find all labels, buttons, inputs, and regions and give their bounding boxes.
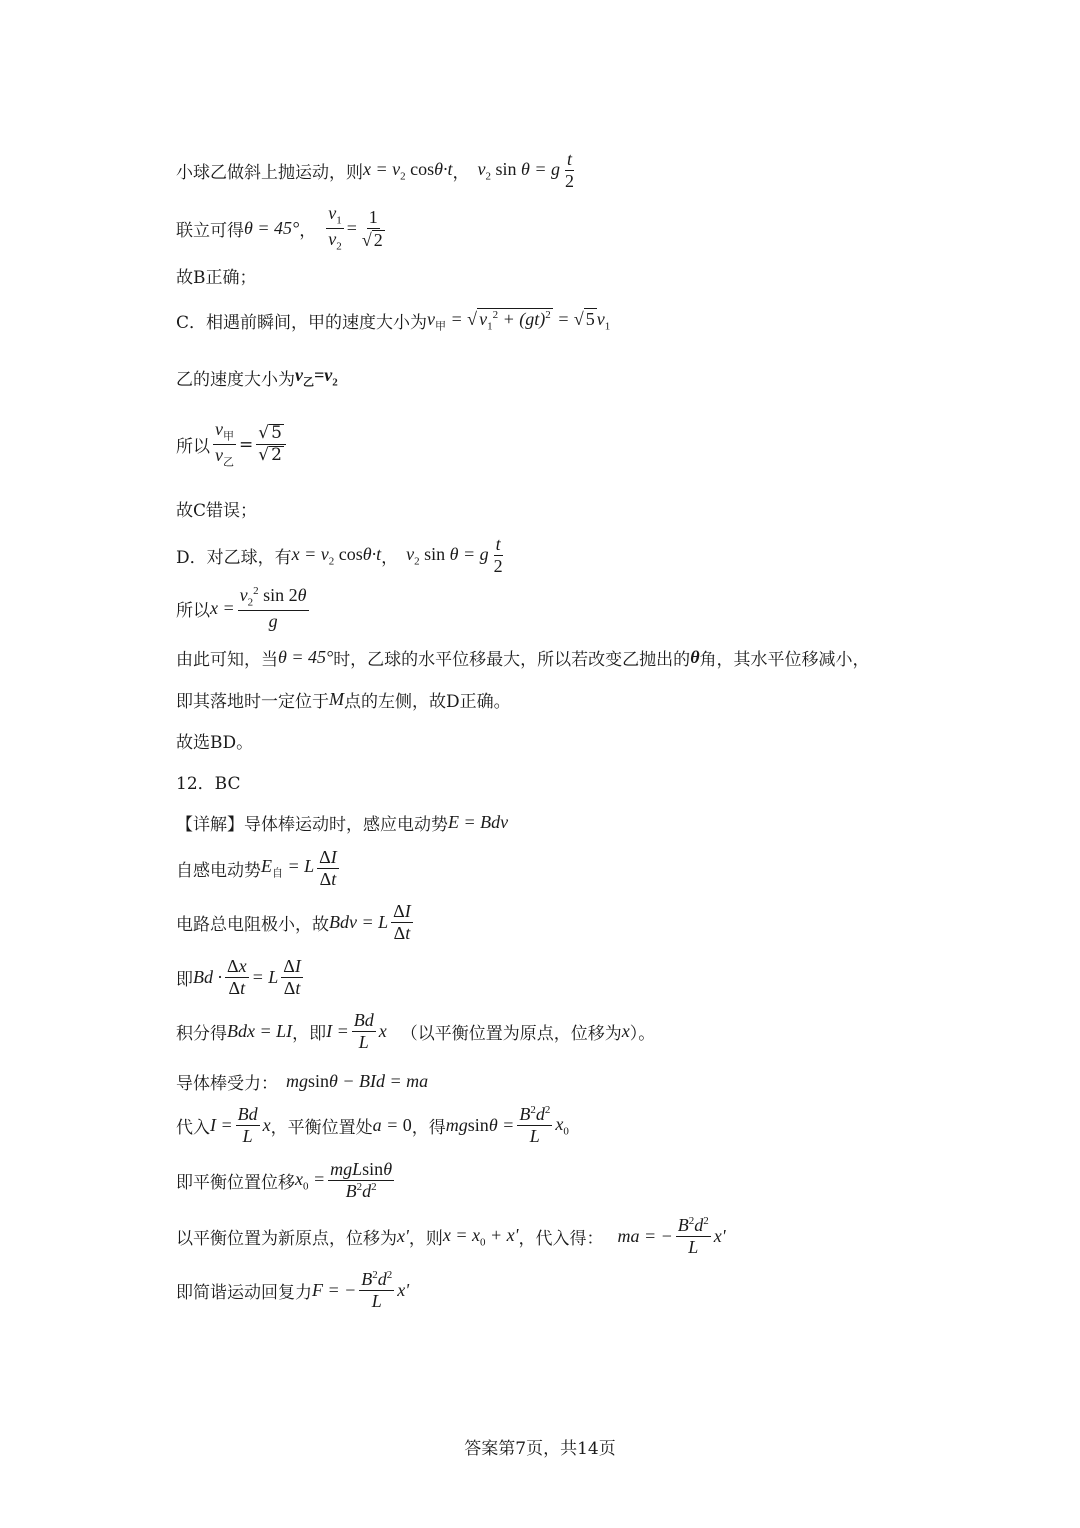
formula-f: F = − bbox=[312, 1279, 357, 1300]
formula-vsin: $v_2$ sin θ = g bbox=[477, 158, 560, 183]
line-emf bbox=[176, 810, 508, 835]
fraction-dI-dt: $\frac{\Delta I}{\Delta t}$ bbox=[393, 901, 411, 943]
fraction-range: $\frac{v_2^2 \sin 2\theta}{g}$ bbox=[239, 585, 307, 632]
formula-equilibrium: mgsinθ = bbox=[445, 1114, 515, 1135]
question-12-answer: 12．BC bbox=[176, 774, 241, 794]
fraction-dx-dt: $\frac{\Delta x}{\Delta t}$ bbox=[227, 956, 247, 998]
text: 导体棒受力： bbox=[176, 1074, 278, 1094]
text: 即简谐运动回复力 bbox=[176, 1282, 312, 1303]
fraction-bd-l: $\frac{Bd}{L}$ bbox=[353, 1010, 374, 1052]
text: 即平衡位置位移 bbox=[176, 1172, 295, 1193]
fraction-t-over-2: $\frac{t}{2}$ bbox=[493, 534, 503, 576]
formula-i: I = bbox=[326, 1020, 349, 1041]
formula-bd: Bd · bbox=[193, 966, 222, 987]
text-part2: ，平衡位置处 bbox=[270, 1117, 373, 1138]
text-part1: 积分得 bbox=[176, 1023, 227, 1044]
text: 自感电动势 bbox=[176, 860, 261, 881]
fraction-bd-l: $\frac{Bd}{L}$ bbox=[237, 1104, 258, 1146]
fraction-b2d2-l: $\frac{B^2d^2}{L}$ bbox=[677, 1215, 709, 1257]
formula-vsin: $v_2$ sin θ = g bbox=[406, 543, 489, 568]
line-b-correct: 故B正确； bbox=[176, 268, 257, 288]
formula-ezi: $E_自 = L$ bbox=[261, 856, 315, 880]
formula-a0: a = 0 bbox=[372, 1114, 412, 1135]
line-d-correct bbox=[176, 687, 511, 712]
fraction-dI-dt: $\frac{\Delta I}{\Delta t}$ bbox=[319, 847, 337, 889]
text: 所以 bbox=[176, 601, 210, 622]
formula-x: $x = v_2$ cosθ·t bbox=[363, 158, 453, 183]
separator: ， bbox=[381, 547, 399, 568]
text-part1: 由此可知，当 bbox=[176, 650, 278, 670]
text-part2: 点的左侧，故D正确。 bbox=[344, 692, 511, 712]
text: 所以 bbox=[176, 437, 210, 458]
symbol-theta: θ bbox=[690, 647, 700, 667]
line-bd-dx: 即 Bd · $\frac{\Delta x}{\Delta t}$ = L $\frac{\Delta I}{\Delta t}$ bbox=[176, 956, 301, 998]
formula-x0: $x_0$ = bbox=[295, 1168, 326, 1193]
text-part2: ，则 bbox=[408, 1228, 443, 1249]
line-self-emf bbox=[176, 848, 342, 889]
line-restoring-force: 即简谐运动回复力 F = − $\frac{B^2d^2}{L}$ x' bbox=[176, 1269, 410, 1311]
line-conclusion-angle bbox=[176, 645, 870, 670]
line-force bbox=[176, 1069, 428, 1094]
text-part2: 时，乙球的水平位移最大，所以若改变乙抛出的 bbox=[333, 650, 691, 670]
separator: ， bbox=[452, 162, 470, 183]
text-part1: 即其落地时一定位于 bbox=[176, 692, 329, 712]
text-part3: ，得 bbox=[411, 1117, 446, 1138]
line-projectile-motion bbox=[176, 150, 579, 191]
line-resistance bbox=[176, 902, 416, 943]
line-c-speed-jia bbox=[176, 308, 610, 334]
text: 乙的速度大小为 bbox=[176, 370, 295, 390]
line-combine: 联立可得 θ = 45° ， $\frac{v_1}{v_2}$ = $\frac{1}{√ 2}$ bbox=[176, 204, 390, 253]
formula-vyi: $v_乙=v_2$ bbox=[295, 365, 338, 389]
text: 即 bbox=[176, 969, 193, 990]
formula-vjia: $v_甲$ = √ $v_1^2 + (gt)^2$ = √ 5 $v_1$ bbox=[427, 309, 611, 333]
formula-ma: ma = − bbox=[617, 1225, 673, 1246]
symbol-M: M bbox=[329, 689, 344, 709]
formula-bdv: Bdv = L bbox=[329, 911, 389, 932]
text-part2: ，即 bbox=[292, 1023, 327, 1044]
formula-i: I = bbox=[210, 1114, 233, 1135]
line-integrate: 积分得 Bdx = LI ，即 I = $\frac{Bd}{L}$ x （以平衡位置为原点，位移为 x ）。 bbox=[176, 1010, 656, 1052]
separator: ， bbox=[299, 221, 317, 242]
formula-emf: E = Bdv bbox=[448, 812, 509, 832]
text: 【详解】导体棒运动时，感应电动势 bbox=[176, 815, 448, 835]
line-new-origin: 以平衡位置为新原点，位移为 x' ，则 $x = x_0 + x'$ ，代入得： ma = − $\frac{B^2d^2}{L}$ x' bbox=[176, 1215, 726, 1257]
line-speed-yi bbox=[176, 365, 338, 390]
fraction-x0: $\frac{\text{mgLsinθ}}{B^2d^2}$ bbox=[330, 1159, 393, 1201]
fraction-b2d2-l: $\frac{B^2d^2}{L}$ bbox=[519, 1104, 551, 1146]
text-part3: ，代入得： bbox=[518, 1228, 604, 1249]
formula-angle: θ = 45° bbox=[244, 218, 300, 239]
formula-angle: θ = 45° bbox=[278, 647, 334, 667]
fraction-v1-v2: $\frac{v_1}{v_2}$ bbox=[328, 203, 342, 253]
line-d-analysis bbox=[176, 535, 508, 576]
line-ratio: 所以 $\frac{v_甲}{v_乙}$ = $\frac{√ 5}{√ 2}$ bbox=[176, 420, 289, 469]
line-x0 bbox=[176, 1160, 397, 1201]
line-answer-bd: 故选BD。 bbox=[176, 733, 254, 753]
text-part3: 角，其水平位移减小， bbox=[699, 650, 870, 670]
text: D．对乙球，有 bbox=[176, 547, 292, 568]
text: 小球乙做斜上抛运动，则 bbox=[176, 162, 363, 183]
line-range bbox=[176, 586, 312, 631]
text: C．相遇前瞬间，甲的速度大小为 bbox=[176, 313, 428, 334]
fraction-b2d2-l: $\frac{B^2d^2}{L}$ bbox=[361, 1269, 393, 1311]
fraction-vjia-vyi: $\frac{v_甲}{v_乙}$ bbox=[215, 419, 234, 469]
text-part1: 代入 bbox=[176, 1117, 210, 1138]
page-footer: 答案第7页，共14页 bbox=[464, 1439, 616, 1459]
fraction-dI-dt: $\frac{\Delta I}{\Delta t}$ bbox=[283, 956, 301, 998]
line-substitute: 代入 I = $\frac{Bd}{L}$ x ，平衡位置处 a = 0 ，得 mgsinθ = $\frac{B^2d^2}{L}$ $x_0$ bbox=[176, 1104, 569, 1146]
fraction-t-over-2: $\frac{t}{2}$ bbox=[564, 149, 574, 191]
line-c-wrong: 故C错误； bbox=[176, 501, 258, 521]
text-part4: ）。 bbox=[629, 1023, 656, 1044]
text-part3: （以平衡位置为原点，位移为 bbox=[400, 1023, 622, 1044]
text-part1: 以平衡位置为新原点，位移为 bbox=[176, 1228, 397, 1249]
text: 电路总电阻极小，故 bbox=[176, 914, 329, 935]
formula-x-sum: $x = x_0 + x'$ bbox=[442, 1224, 519, 1249]
formula-x: $x = v_2$ cosθ·t bbox=[291, 543, 382, 568]
text: 联立可得 bbox=[176, 221, 244, 242]
formula-bdx: Bdx = LI bbox=[227, 1020, 293, 1041]
formula-newton: mgsinθ − BId = ma bbox=[286, 1071, 429, 1091]
fraction-sqrt5-sqrt2: $\frac{√ 5}{√ 2}$ bbox=[256, 424, 286, 465]
fraction-1-sqrt2: $\frac{1}{√ 2}$ bbox=[361, 206, 383, 250]
formula-x-eq: x = bbox=[210, 598, 235, 619]
